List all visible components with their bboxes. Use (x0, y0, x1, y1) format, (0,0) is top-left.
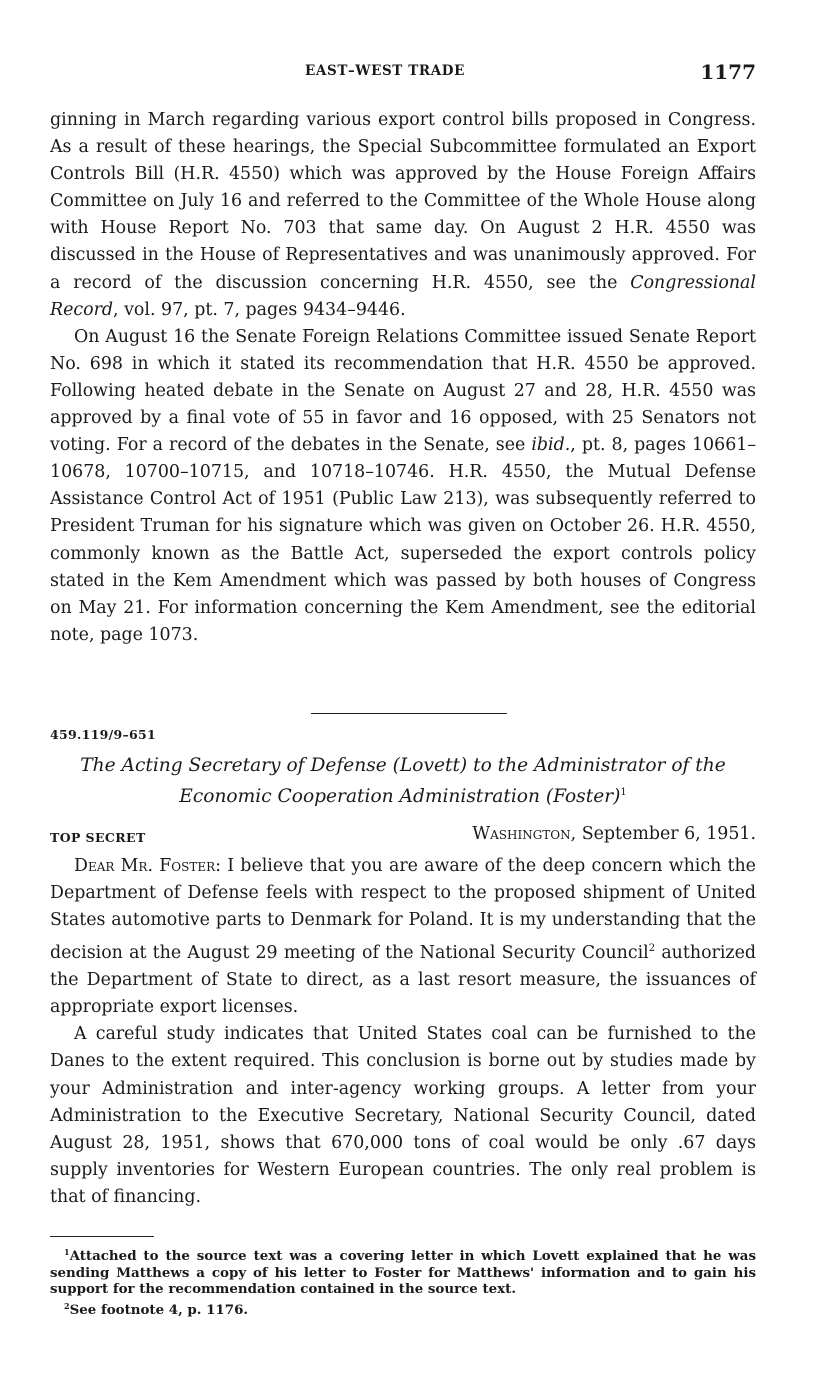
paragraph-text: , pt. 8, pages 10661–10678, 10700–10715, and 10718–10746. H.R. 4550, the Mutual Defense Assistance Control Act of 1951 (Public Law 213), was subsequently referred to President Truman for his signature which was given on October 26. H.R. 4550, commonly known as the Battle Act, superseded the export controls policy stated in the Kem Amendment which was passed by both houses of Congress on May 21. For information concerning the Kem Amendment, see the editorial note, page 1073. (50, 435, 757, 645)
paragraph: A careful study indicates that United States coal can be furnished to the Danes to the extent required. This conclusion is borne out by studies made by your Administration and inter-agency working groups. A letter from your Administration to the Executive Secretary, National Security Council, dated August 28, 1951, shows that 670,000 tons of coal would be only .67 days supply inventories for Western European countries. The only real problem is that of financing. (50, 1024, 756, 1208)
place: Washington (472, 824, 571, 844)
letter-body (50, 853, 756, 1212)
citation-ibid: ibid. (531, 435, 571, 456)
salutation: Dear Mr. Foster: (74, 856, 221, 876)
running-header (50, 60, 756, 86)
running-title: EAST–WEST TRADE (305, 63, 465, 79)
paragraph-text: ginning in March regarding various export control bills proposed in Congress. As a result of these hearings, the Special Subcommittee formulated an Export Controls Bill (H.R. 4550) which was approved by the House Foreign Affairs Committee on July 16 and referred to the Committee of the Whole House along with House Report No. 703 that same day. On August 2 H.R. 4550 was discussed in the House of Representatives and was unanimously approved. For a record of the discussion concerning H.R. 4550, see the (50, 110, 756, 293)
dateline (50, 824, 756, 852)
page-number: 1177 (700, 60, 756, 84)
section-divider (311, 713, 507, 714)
place-and-date (472, 824, 756, 844)
footnote-marker: 2 (64, 1300, 70, 1311)
classification-label: TOP SECRET (50, 830, 146, 845)
document-heading-text: The Acting Secretary of Defense (Lovett) to the Administrator of the Economic Cooperation Administration (Foster) (80, 755, 726, 807)
file-number: 459.119/9–651 (50, 727, 157, 742)
paragraph (50, 853, 756, 1021)
paragraph-continued (50, 107, 756, 324)
document-heading (50, 752, 756, 810)
footnote (50, 1244, 756, 1298)
paragraph-text: I believe that you are aware of the deep concern which the Department of Defense feels with respect to the proposed shipment of United States automotive parts to Denmark for Poland. It is my understanding that the decision at the August 29 meeting of the National Security Council (50, 856, 756, 963)
paragraph-text: , vol. 97, pt. 7, pages 9434–9446. (113, 299, 406, 320)
paragraph-text: On August 16 the Senate Foreign Relations Committee issued Senate Report No. 698 in which it stated its recommendation that H.R. 4550 be approved. Following heated debate in the Senate on August 27 and 28, H.R. 4550 was approved by a final vote of 55 in favor and 16 opposed, with 25 Senators not voting. For a record of the debates in the Senate, see (50, 326, 756, 456)
footnote-ref: 1 (620, 787, 627, 798)
paragraph (50, 324, 756, 649)
footnote-text: Attached to the source text was a covering letter in which Lovett explained that he was sending Matthews a copy of his letter to Foster for Matthews' information and to gain his support for the recommendation contained in the source text. (50, 1248, 756, 1298)
editorial-note-text (50, 107, 756, 649)
footnote-ref: 2 (648, 942, 656, 954)
paragraph-text: authorized the Department of State to direct, as a last resort measure, the issuances of appropriate export licenses. (50, 942, 757, 1018)
footnote-divider (50, 1236, 154, 1237)
footnotes (50, 1244, 756, 1318)
citation-title: Congressional Record (50, 272, 756, 320)
footnote (50, 1298, 756, 1319)
footnote-marker: 1 (64, 1247, 70, 1257)
footnote-text: See footnote 4, p. 1176. (69, 1301, 249, 1318)
date: , September 6, 1951. (570, 824, 756, 844)
